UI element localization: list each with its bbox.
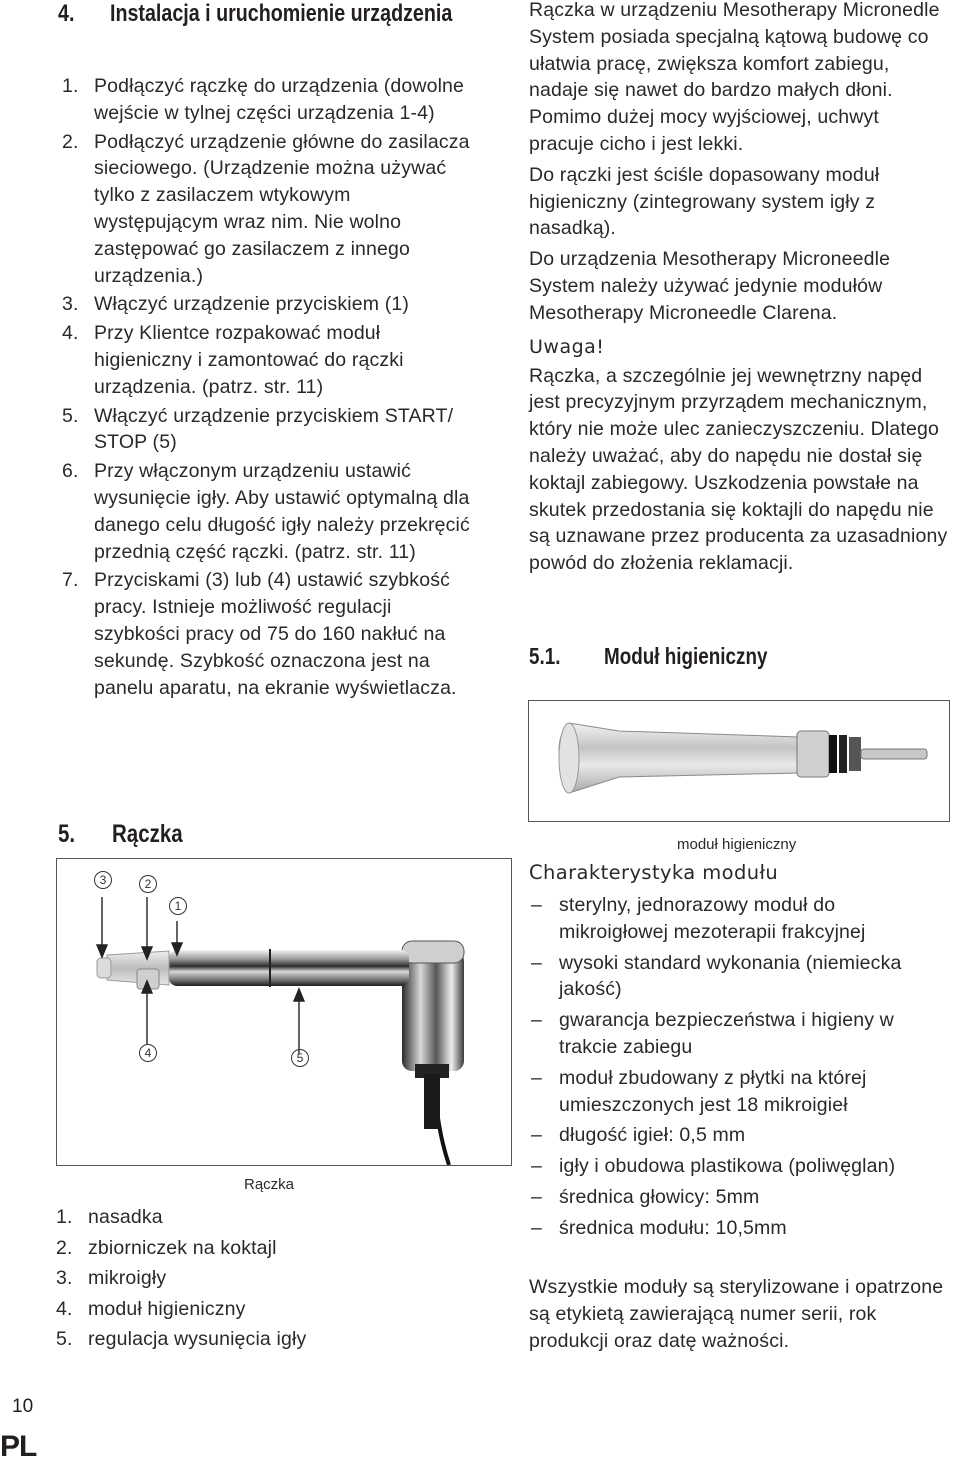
handpiece-part	[56, 1233, 476, 1264]
part-text: mikroigły	[88, 1267, 167, 1289]
handpiece-figure	[56, 858, 512, 1166]
installation-step	[62, 567, 474, 701]
installation-step	[62, 403, 474, 457]
closing-paragraph: Wszystkie moduły są sterylizowane i opatrzone są etykietą zawierającą numer serii, rok produkcji oraz datę ważności.	[529, 1276, 944, 1352]
step-text: Przy Klientce rozpakować moduł higieniczny i zamontować do rączki urządzenia. (patrz. str. 11)	[94, 322, 404, 398]
step-number: 3.	[62, 293, 79, 316]
hygiene-module-illustration	[529, 701, 949, 821]
part-number: 2.	[56, 1236, 73, 1259]
dash-bullet: –	[531, 951, 542, 974]
page-number: 10	[12, 1396, 34, 1417]
step-text: Włączyć urządzenie przyciskiem (1)	[94, 293, 410, 316]
section-5-1-heading	[529, 643, 949, 673]
dash-bullet: –	[531, 1155, 542, 1178]
section-4-heading	[56, 0, 496, 58]
characteristic-item	[529, 1122, 949, 1149]
dash-bullet: –	[531, 1009, 542, 1032]
installation-step	[62, 458, 474, 565]
callout-2: 2	[139, 875, 157, 893]
installation-steps	[62, 73, 474, 703]
handpiece-parts-list	[56, 1202, 476, 1355]
part-text: nasadka	[88, 1206, 163, 1228]
characteristics-title: Charakterystyka modułu	[529, 861, 779, 884]
characteristic-item	[529, 950, 949, 1004]
handpiece-part	[56, 1263, 476, 1294]
characteristic-text: moduł zbudowany z płytki na której umieszczonych jest 18 mikroigieł	[559, 1066, 867, 1116]
language-code: PL	[0, 1430, 37, 1463]
dash-bullet: –	[531, 1216, 542, 1239]
part-number: 4.	[56, 1297, 73, 1320]
section-5-1-title: Moduł higieniczny	[604, 643, 768, 669]
step-number: 2.	[62, 130, 79, 153]
installation-step	[62, 320, 474, 400]
characteristic-text: średnica modułu: 10,5mm	[559, 1216, 787, 1239]
section-5-1-number: 5.1.	[529, 643, 561, 669]
step-text: Włączyć urządzenie przyciskiem START/ STOP (5)	[94, 404, 454, 454]
characteristic-text: średnica głowicy: 5mm	[559, 1185, 760, 1208]
handpiece-part	[56, 1324, 476, 1355]
step-text: Przyciskami (3) lub (4) ustawić szybkość pracy. Istnieje możliwość regulacji szybkości pracy od 75 do 160 nakłuć na sekundę. Szybkość oznaczona jest na panelu aparatu, na ekranie wyświetlacza.	[94, 569, 457, 699]
characteristic-item	[529, 1184, 949, 1211]
part-number: 1.	[56, 1206, 73, 1228]
callout-5: 5	[291, 1049, 309, 1067]
characteristic-text: gwarancja bezpieczeństwa i higieny w trakcie zabiegu	[559, 1009, 894, 1058]
installation-step	[62, 73, 474, 127]
warning-title: Uwaga!	[529, 335, 605, 358]
description-paragraph-3: Do urządzenia Mesotherapy Microneedle System należy używać jedynie modułów Mesotherapy Microneedle Clarena.	[529, 248, 891, 324]
step-number: 1.	[62, 75, 79, 97]
characteristic-text: sterylny, jednorazowy moduł do mikroigłowej mezoterapii frakcyjnej	[559, 894, 866, 943]
dash-bullet: –	[531, 1066, 542, 1089]
section-4-title: Instalacja i uruchomienie urządzenia	[110, 0, 453, 27]
characteristic-item	[529, 1215, 949, 1242]
part-text: zbiorniczek na koktajl	[88, 1236, 277, 1259]
handpiece-part	[56, 1202, 476, 1233]
description-paragraph-1: Rączka w urządzeniu Mesotherapy Micronedle System posiada specjalną kątową budowę co ułatwia pracę, zwiększa komfort zabiegu, nadaje się nawet do bardzo małych dłoni. Pomimo dużej mocy wyjściowej, uchwyt pracuje cicho i jest lekki.	[529, 0, 940, 155]
characteristic-text: długość igieł: 0,5 mm	[559, 1124, 746, 1147]
characteristic-item	[529, 1153, 949, 1180]
dash-bullet: –	[531, 1185, 542, 1208]
step-number: 5.	[62, 404, 79, 427]
step-number: 6.	[62, 460, 79, 483]
handpiece-description	[529, 0, 949, 577]
section-5-number: 5.	[58, 820, 76, 848]
section-4	[56, 0, 496, 58]
characteristic-text: igły i obudowa plastikowa (poliwęglan)	[559, 1155, 896, 1178]
hygiene-module-caption: moduł higieniczny	[677, 836, 797, 853]
characteristic-item	[529, 1007, 949, 1061]
step-text: Podłączyć rączkę do urządzenia (dowolne wejście w tylnej części urządzenia 1-4)	[94, 75, 465, 124]
dash-bullet: –	[531, 894, 542, 916]
part-text: moduł higieniczny	[88, 1297, 246, 1320]
installation-step	[62, 129, 474, 290]
callout-4: 4	[139, 1044, 157, 1062]
section-5-title: Rączka	[112, 820, 183, 848]
description-paragraph-2: Do rączki jest ściśle dopasowany moduł higieniczny (zintegrowany system igły z nasadką).	[529, 163, 880, 240]
characteristics-list	[529, 892, 949, 1246]
installation-step	[62, 291, 474, 318]
handpiece-caption: Rączka	[244, 1176, 295, 1193]
part-number: 5.	[56, 1328, 73, 1350]
handpiece-part	[56, 1294, 476, 1325]
section-5-heading	[58, 820, 358, 850]
characteristic-item	[529, 1065, 949, 1119]
section-4-number: 4.	[58, 0, 75, 27]
step-text: Przy włączonym urządzeniu ustawić wysunięcie igły. Aby ustawić optymalną dla danego celu długość igły należy przekręcić przednią część rączki. (patrz. str. 11)	[94, 460, 470, 563]
step-number: 7.	[62, 569, 79, 592]
hygiene-module-figure	[528, 700, 950, 822]
handpiece-illustration	[57, 859, 511, 1165]
callout-3: 3	[94, 871, 112, 889]
callout-1: 1	[169, 897, 187, 915]
warning-text: Rączka, a szczególnie jej wewnętrzny napęd jest precyzyjnym przyrządem mechanicznym, który nie może ulec zanieczyszczeniu. Dlatego należy uważać, aby do napędu nie dostał się koktajl zabiegowy. Uszkodzenia powstałe na skutek przedostania się koktajli do napędu nie są uznawane przez producenta za uzasadniony powód do złożenia reklamacji.	[529, 364, 948, 575]
part-number: 3.	[56, 1267, 73, 1289]
part-text: regulacja wysunięcia igły	[88, 1328, 307, 1350]
characteristic-item	[529, 892, 949, 946]
dash-bullet: –	[531, 1124, 542, 1147]
step-number: 4.	[62, 322, 79, 345]
characteristic-text: wysoki standard wykonania (niemiecka jakość)	[559, 951, 902, 1001]
step-text: Podłączyć urządzenie główne do zasilacza sieciowego. (Urządzenie można używać tylko z zasilaczem wtykowym występującym wraz nim. Nie wolno zastępować go zasilaczem z innego urządzenia.)	[94, 130, 470, 287]
